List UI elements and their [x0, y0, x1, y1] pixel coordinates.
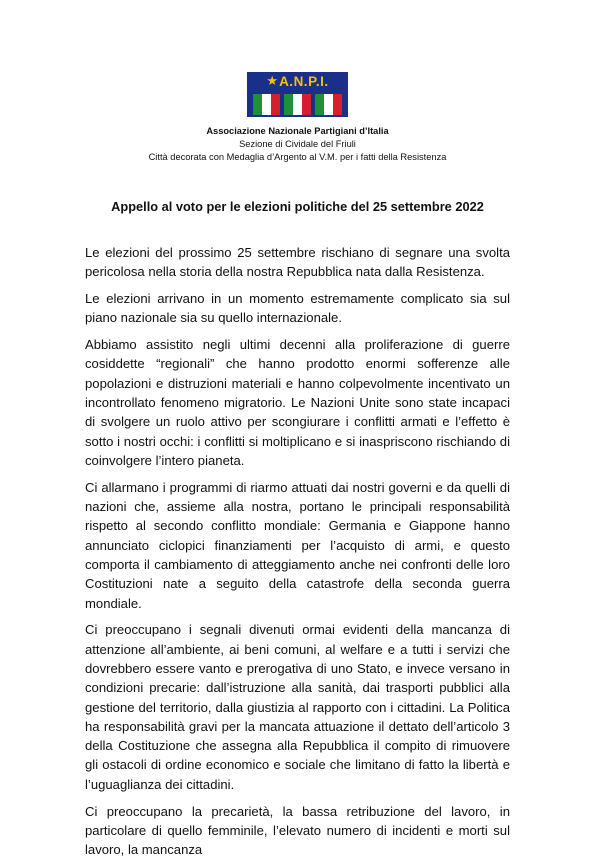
- italian-flag-icon: [315, 94, 342, 115]
- logo-text: A.N.P.I.: [279, 74, 329, 89]
- document-body: [85, 243, 510, 867]
- paragraph: Ci preoccupano la precarietà, la bassa retribuzione del lavoro, in particolare di quello femminile, l’elevato numero di incidenti e morti sul lavoro, la mancanza: [85, 803, 510, 858]
- organization-honor: Città decorata con Medaglia d’Argento al V.M. per i fatti della Resistenza: [148, 152, 447, 162]
- logo-top-band: [247, 72, 348, 92]
- paragraph: Ci allarmano i programmi di riarmo attuati dai nostri governi e da quelli di nazioni che, assieme alla nostra, portano le principali responsabilità rispetto al secondo conflitto mondiale: Germania e Giappone hanno annunciato ciclopici finanziamenti per l’acquisto di armi, e questo comporta il cambiamento di atteggiamento anche nei confronti delle loro Costituzioni nate a seguito della catastrofe della seconda guerra mondiale.: [85, 479, 510, 611]
- paragraph: Le elezioni arrivano in un momento estremamente complicato sia sul piano nazionale sia su quello internazionale.: [85, 291, 510, 326]
- italian-flag-icon: [284, 94, 311, 115]
- anpi-logo: [247, 72, 348, 117]
- italian-flag-icon: [253, 94, 280, 115]
- paragraph: Ci preoccupano i segnali divenuti ormai evidenti della mancanza di attenzione all’ambiente, ai beni comuni, al welfare e a tutti i servizi che dovrebbero essere vanto e prerogativa di uno Stato, e invece versano in condizioni precarie: dall’istruzione alla sanità, dai trasporti pubblici alla gestione del territorio, dalla giustizia al rapporto con i cittadini. La Politica ha responsabilità gravi per la mancata attuazione il dettato dell’articolo 3 della Costituzione che assegna alla Repubblica il compito di rimuovere gli ostacoli di ordine economico e sociale che limitano di fatto la libertà e l’uguaglianza dei cittadini.: [85, 622, 510, 792]
- organization-section: Sezione di Cividale del Friuli: [239, 139, 356, 149]
- paragraph: Le elezioni del prossimo 25 settembre rischiano di segnare una svolta pericolosa nella storia della nostra Repubblica nata dalla Resistenza.: [85, 245, 510, 280]
- organization-name: Associazione Nazionale Partigiani d’Italia: [206, 126, 389, 136]
- star-icon: ★: [266, 74, 279, 89]
- paragraph: Abbiamo assistito negli ultimi decenni alla proliferazione di guerre cosiddette “regionali” che hanno prodotto enormi sofferenze alle popolazioni e distruzioni materiali e hanno colpevolmente incentivato un incontrollato fenomeno migratorio. Le Nazioni Unite sono state incapaci di svolgere un ruolo attivo per scongiurare i conflitti armati e l’effetto è sotto i nostri occhi: i conflitti si moltiplicano e si inaspriscono rischiando di coinvolgere l’intero pianeta.: [85, 337, 510, 468]
- document-title: Appello al voto per le elezioni politiche del 25 settembre 2022: [111, 199, 484, 214]
